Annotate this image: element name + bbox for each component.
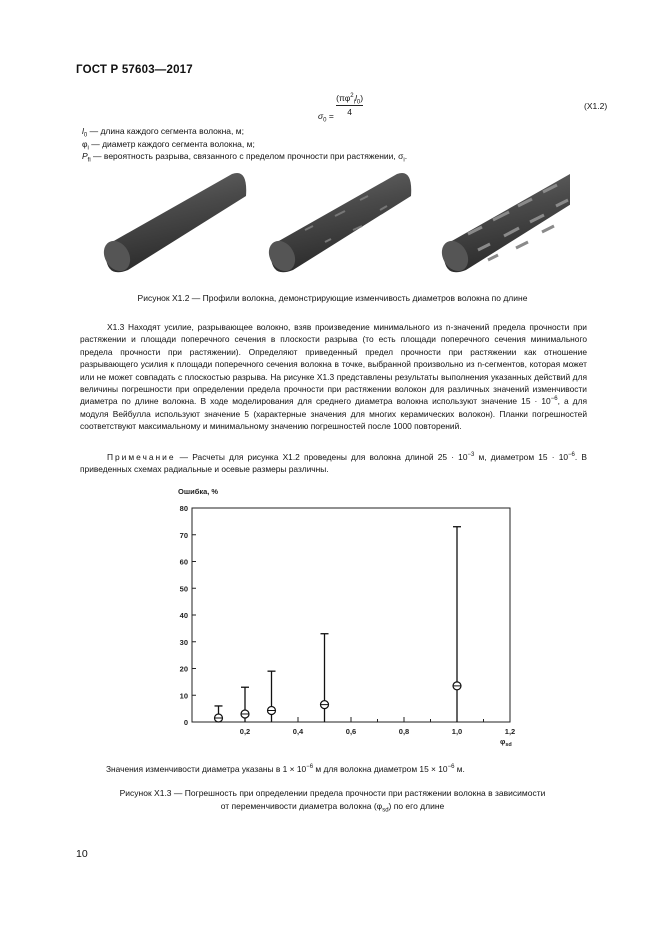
figure-x1-3-caption [60,787,605,812]
section-x1-3-paragraph: X1.3 Находят усилие, разрывающее волокно, взяв произведение минимального из n-значений предела прочности при растяжении и площади поперечного сечения в плоскости разрыва (то есть площади поперечного сечения минимального предела прочности при растяжении). Определяют приведенный предел прочности при растяжении как отношение разрывающего усилия к площади поперечного сечения волокна в точке, выбранной произвольно из n-сегментов, которая может или не может совпадать с плоскостью разрыва. На рисунке X1.3 представлены результаты выполнения указанных действий для величины погрешности при определении предела прочности при растяжении волокон для различных значений изменчивости диаметра по длине волокна. В ходе моделирования для среднего диаметра волокна используют значение $15 \cdot 10^{-6}$, а для модуля Вейбулла используют значение 5 (характерные значения для многих керамических волокон). Планки погрешностей соответствуют максимальному и минимальному значению погрешностей после 1000 повторений. [80,322,587,432]
y-tick-label: 40 [179,611,188,620]
fiber-profile-high-variability [437,173,570,276]
eq-lhs: σ [318,110,324,121]
x-axis-label: $\varphi_{sd}$ [500,737,512,748]
eq-fraction [336,94,363,116]
y-tick-label: 0 [183,718,188,727]
symbol-definitions [82,125,407,163]
x-tick-label: 0,8 [398,727,410,736]
chart-axes [180,504,516,748]
figure-x1-3-caption-line1: Рисунок X1.3 — Погрешность при определении предела прочности при растяжении волокна в зависимости [119,788,546,798]
y-tick-label: 20 [179,664,188,674]
fiber-profiles-figure [100,160,570,285]
y-tick-label: 70 [179,530,188,540]
y-tick-label: 60 [179,557,188,567]
page-number: 10 [76,848,88,860]
fiber-profile-smooth [100,173,246,276]
document-header: ГОСТ Р 57603—2017 [76,64,193,76]
note-paragraph: Примечание — Расчеты для рисунка X1.2 проведены для волокна длиной $25 \cdot 10^{-3}$ м, диаметром $15 \cdot 10^{-6}$. В приведенных схемах радиальные и осевые размеры различны. [80,452,587,475]
figure-x1-2-caption: Рисунок X1.2 — Профили волокна, демонстрирующие изменчивость диаметров волокна по длине [137,293,528,303]
x-tick-label: 0,6 [345,727,357,736]
x-tick-label: 0,2 [239,727,251,736]
y-axis-label: Ошибка, % [178,487,219,496]
eq-numerator: $(\pi\varphi^2_il_0)$ [336,93,364,106]
equation-x1-2: $\sigma_0 = \frac{(\pi\varphi^2_il_0)}{4}$ [318,93,364,124]
chart-units-note: Значения изменчивости диаметра указаны в $1 \times 10^{-6}$ м для волокна диаметром $15 \times 10^{-6}$ м. [106,764,465,774]
equation-number: (X1.2) [584,101,608,111]
x-tick-label: 1,0 [451,727,463,736]
fiber-profile-moderate [264,173,412,276]
definition-l0: $l_0$ — длина каждого сегмента волокна, м; [82,126,244,139]
y-tick-label: 10 [179,691,188,701]
x-tick-label: 1,2 [504,727,516,736]
y-tick-label: 50 [179,584,188,594]
definition-pfi: $P_{fi}$ — вероятность разрыва, связанного с пределом прочности при растяжении, $\sigma_i$. [82,151,408,164]
figure-x1-3-caption-line2: от переменчивости диаметра волокна $(\varphi_{sd})$ по его длине [220,800,445,814]
chart-marks [215,527,462,722]
plot-frame [192,508,510,722]
eq-denominator: 4 [336,105,363,117]
y-tick-label: 80 [179,504,188,513]
y-tick-label: 30 [179,637,188,647]
eq-lhs-sub: 0 [323,117,327,124]
note-label: Примечание [107,452,176,462]
error-chart [150,482,530,752]
x-tick-label: 0,4 [292,727,304,736]
definition-phi: $\varphi_i$ — диаметр каждого сегмента волокна, м; [82,138,255,152]
